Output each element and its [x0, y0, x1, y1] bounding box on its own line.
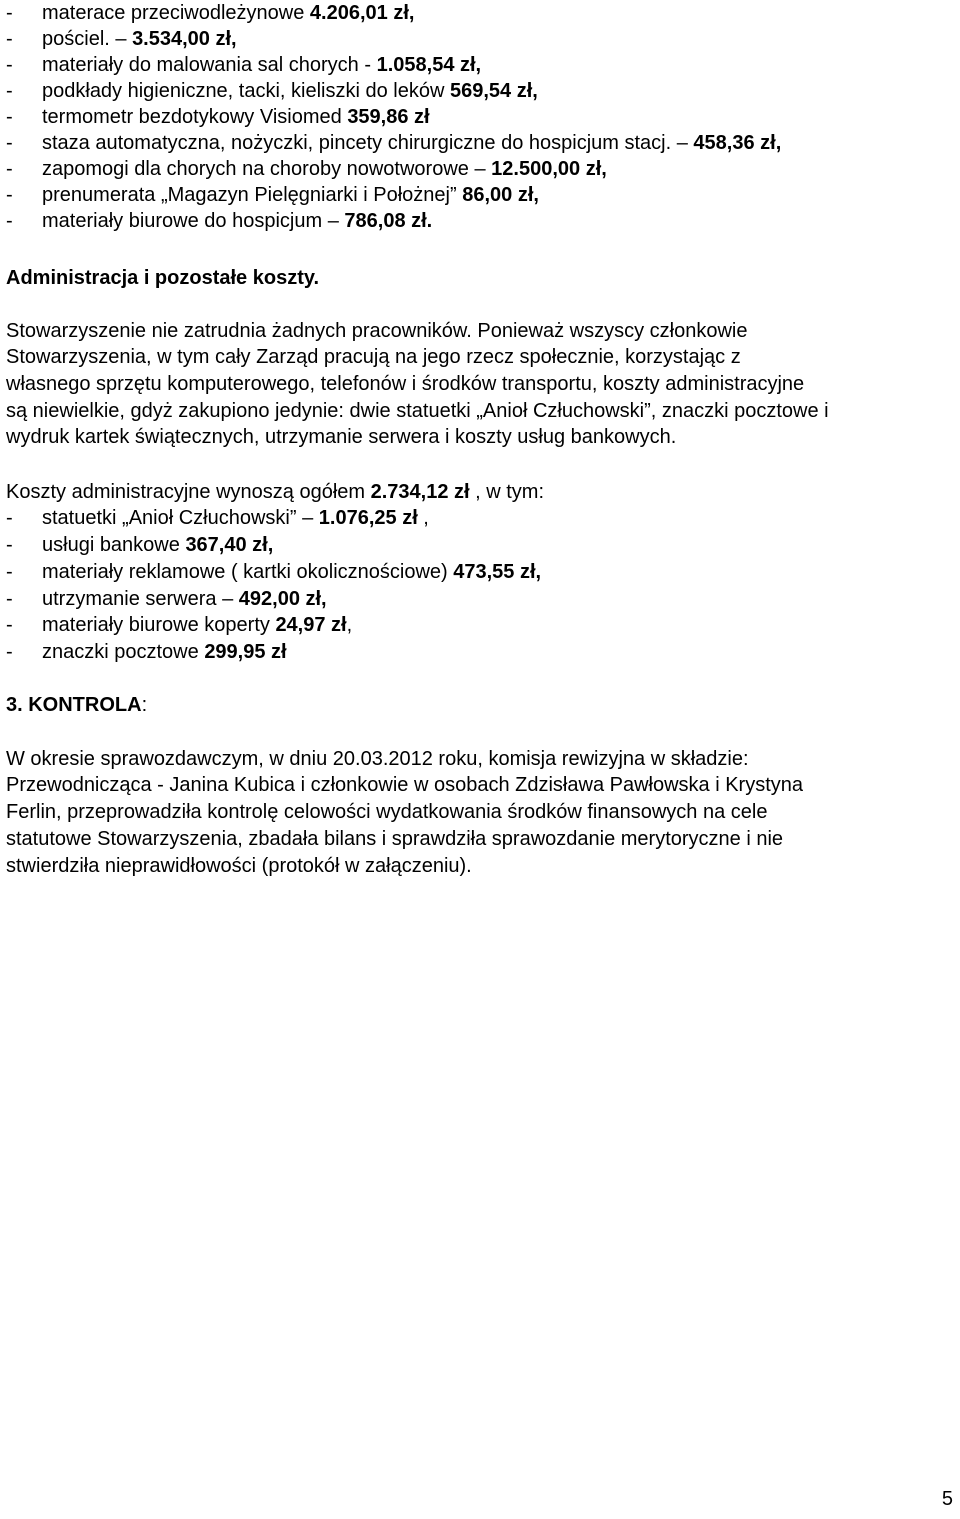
kontrola-heading — [6, 692, 147, 718]
bullet-dash: - — [6, 54, 13, 76]
paragraph-line: Stowarzyszenie nie zatrudnia żadnych pracowników. Ponieważ wszyscy członkowie — [6, 320, 748, 342]
page-number: 5 — [941, 1488, 953, 1510]
item-label: zapomogi dla chorych na choroby nowotworowe — [42, 158, 469, 180]
item-amount: 3.534,00 zł, — [132, 28, 237, 50]
bullet-dash: - — [6, 588, 13, 610]
item-separator: – — [216, 588, 239, 610]
paragraph-line: są niewielkie, gdyż zakupiono jedynie: dwie statuetki „Anioł Człuchowski”, znaczki pocztowe i — [6, 400, 829, 422]
bullet-dash: - — [6, 28, 13, 50]
item-label: materace przeciwodleżynowe — [42, 2, 305, 24]
item-amount: 1.076,25 zł — [318, 507, 418, 529]
item-amount: 492,00 zł, — [238, 588, 327, 610]
bullet-dash: - — [6, 210, 13, 232]
bullet-dash: - — [6, 184, 13, 206]
paragraph-line: Przewodnicząca - Janina Kubica i członkowie w osobach Zdzisława Pawłowska i Krystyna — [6, 774, 804, 796]
item-amount: 367,40 zł, — [185, 534, 274, 556]
item-amount: 4.206,01 zł, — [309, 2, 415, 24]
item-label: utrzymanie serwera — [42, 588, 217, 610]
bullet-dash: - — [6, 534, 13, 556]
item-amount: 786,08 zł. — [344, 210, 433, 232]
item-tail: , — [417, 507, 429, 529]
item-label: usługi bankowe — [42, 534, 180, 556]
item-label: staza automatyczna, nożyczki, pincety chirurgiczne do hospicjum stacj. — [42, 132, 672, 154]
item-label: prenumerata „Magazyn Pielęgniarki i Położnej” — [42, 184, 457, 206]
item-separator: – — [109, 28, 133, 50]
paragraph-line: W okresie sprawozdawczym, w dniu 20.03.2012 roku, komisja rewizyjna w składzie: — [6, 748, 749, 770]
paragraph-line: własnego sprzętu komputerowego, telefonów i środków transportu, koszty administracyjne — [6, 373, 805, 395]
item-separator: – — [468, 158, 492, 180]
kontrola-heading-colon: : — [141, 694, 148, 716]
item-label: materiały biurowe koperty — [42, 614, 270, 636]
item-separator: – — [322, 210, 345, 232]
item-label: statuetki „Anioł Człuchowski” — [42, 507, 297, 529]
item-amount: 1.058,54 zł, — [376, 54, 482, 76]
kontrola-heading-text: 3. KONTROLA — [6, 694, 142, 716]
paragraph-line: stwierdziła nieprawidłowości (protokół w załączeniu). — [6, 855, 472, 877]
paragraph-line: statutowe Stowarzyszenia, zbadała bilans i sprawdziła sprawozdanie merytoryczne i nie — [6, 828, 784, 850]
bullet-dash: - — [6, 641, 13, 663]
item-label: podkłady higieniczne, tacki, kieliszki do leków — [42, 80, 445, 102]
bullet-dash: - — [6, 80, 13, 102]
bullet-dash: - — [6, 106, 13, 128]
item-amount: 12.500,00 zł, — [491, 158, 607, 180]
item-label: znaczki pocztowe — [42, 641, 199, 663]
admin-total-prefix: Koszty administracyjne wynoszą ogółem — [6, 481, 371, 503]
item-separator: – — [296, 507, 319, 529]
admin-total — [6, 479, 544, 505]
bullet-dash: - — [6, 507, 13, 529]
item-label: materiały biurowe do hospicjum — [42, 210, 323, 232]
item-separator: – — [671, 132, 694, 154]
bullet-dash: - — [6, 561, 13, 583]
bullet-dash: - — [6, 2, 13, 24]
item-amount: 569,54 zł, — [449, 80, 538, 102]
paragraph-line: Ferlin, przeprowadziła kontrolę celowości wydatkowania środków finansowych na cele — [6, 801, 768, 823]
paragraph-line: wydruk kartek świątecznych, utrzymanie serwera i koszty usług bankowych. — [6, 426, 677, 448]
item-amount: 359,86 zł — [347, 106, 430, 128]
item-tail: , — [346, 614, 353, 636]
item-amount: 86,00 zł, — [462, 184, 539, 206]
item-label: termometr bezdotykowy Visiomed — [42, 106, 342, 128]
item-amount: 458,36 zł, — [693, 132, 782, 154]
item-amount: 24,97 zł — [275, 614, 347, 636]
admin-total-amount: 2.734,12 zł — [370, 481, 470, 503]
item-amount: 299,95 zł — [204, 641, 287, 663]
bullet-dash: - — [6, 158, 13, 180]
item-label: pościel. — [42, 28, 110, 50]
bullet-dash: - — [6, 132, 13, 154]
admin-total-suffix: , w tym: — [469, 481, 545, 503]
admin-heading: Administracja i pozostałe koszty. — [6, 267, 320, 289]
item-amount: 473,55 zł, — [453, 561, 542, 583]
paragraph-line: Stowarzyszenia, w tym cały Zarząd pracują na jego rzecz społecznie, korzystając z — [6, 346, 741, 368]
item-label: materiały reklamowe ( kartki okolicznościowe) — [42, 561, 448, 583]
bullet-dash: - — [6, 614, 13, 636]
item-label: materiały do malowania sal chorych - — [42, 54, 372, 76]
